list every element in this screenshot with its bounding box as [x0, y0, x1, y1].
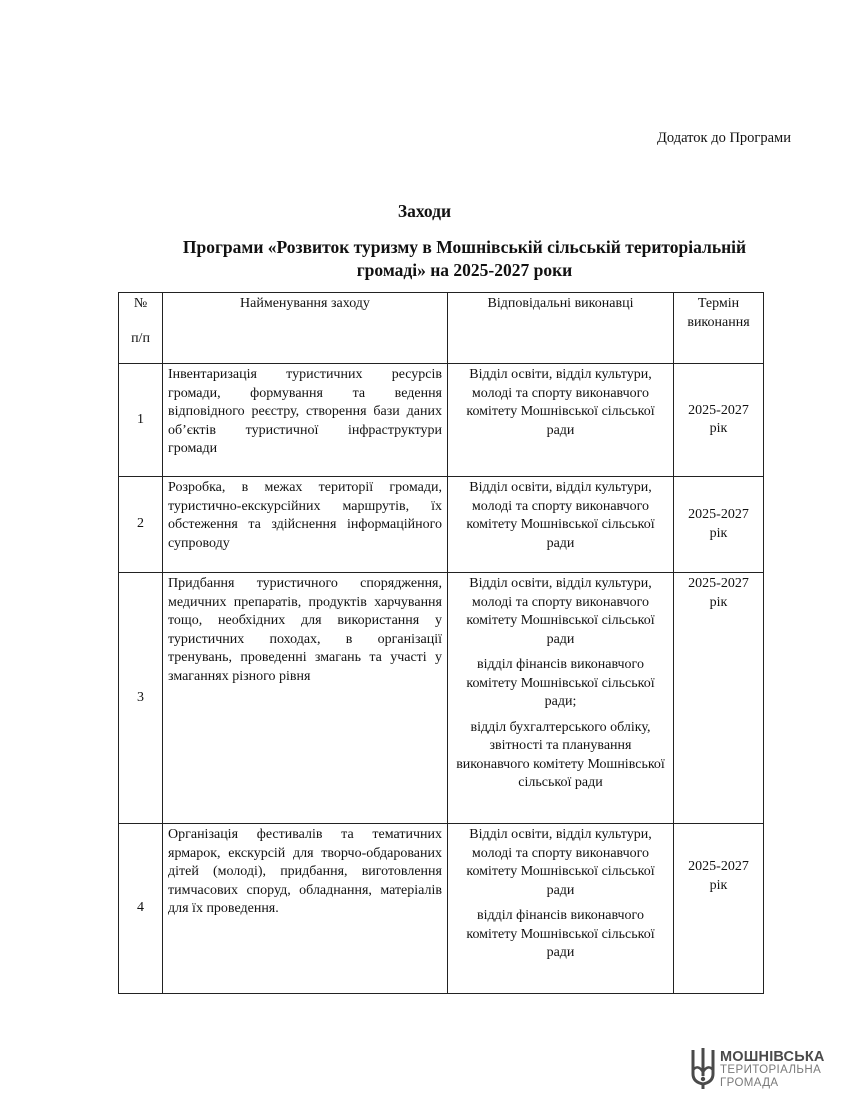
row-number: 1 — [119, 364, 163, 477]
subtitle-line-1: Програми «Розвиток туризму в Мошнівській сільській територіальній — [182, 237, 747, 257]
executor-entry: відділ фінансів виконавчого комітету Мошнівської сільської ради — [466, 908, 655, 960]
table-row — [119, 573, 764, 824]
row-number: 2 — [119, 477, 163, 573]
table-row — [119, 364, 764, 477]
executor-entry: відділ бухгалтерського обліку, звітності та планування виконавчого комітету Мошнівської сільської ради — [456, 719, 665, 790]
executor-entry: Відділ освіти, відділ культури, молоді та спорту виконавчого комітету Мошнівської сільської ради — [466, 576, 655, 647]
term-cell: 2025-2027 рік — [674, 477, 764, 573]
document-subtitle — [120, 236, 809, 282]
logo-line-1: МОШНІВСЬКА — [720, 1049, 825, 1065]
executors-cell — [448, 364, 674, 477]
measure-name: Інвентаризація туристичних ресурсів громади, формування та ведення відповідного реєстру, створення бази даних об’єктів туристичної інфраструктури громади — [163, 364, 448, 477]
executor-entry: відділ фінансів виконавчого комітету Мошнівської сільської ради; — [466, 657, 655, 709]
executor-entry: Відділ освіти, відділ культури, молоді та спорту виконавчого комітету Мошнівської сільської ради — [466, 367, 655, 438]
table-row — [119, 824, 764, 994]
measures-table — [118, 292, 764, 994]
term-cell: 2025-2027 рік — [674, 824, 764, 994]
table-row — [119, 477, 764, 573]
table-header-row — [119, 293, 764, 364]
annex-label: Додаток до Програми — [656, 130, 791, 146]
measure-name: Придбання туристичного спорядження, медичних препаратів, продуктів харчування тощо, необхідних для використання у туристичних походах, в організації тренувань, проведенні змагань та участі у змаганнях різного рівня — [163, 573, 448, 824]
row-number: 4 — [119, 824, 163, 994]
term-cell: 2025-2027 рік — [674, 364, 764, 477]
executors-cell — [448, 573, 674, 824]
executors-cell — [448, 824, 674, 994]
header-number-abbr: п/п — [131, 330, 150, 346]
header-number — [119, 293, 163, 364]
row-number: 3 — [119, 573, 163, 824]
header-number-sign: № — [133, 296, 148, 311]
trident-icon — [690, 1046, 716, 1095]
document-title: Заходи — [397, 201, 452, 221]
measure-name: Розробка, в межах території громади, туристично-екскурсійних маршрутів, їх обстеження та здійснення інформаційного супроводу — [163, 477, 448, 573]
community-logo — [690, 1046, 825, 1095]
executor-entry: Відділ освіти, відділ культури, молоді та спорту виконавчого комітету Мошнівської сільської ради — [466, 827, 655, 898]
executors-cell — [448, 477, 674, 573]
header-measure-name: Найменування заходу — [163, 293, 448, 364]
measure-name: Організація фестивалів та тематичних ярмарок, екскурсій для творчо-обдарованих дітей (молоді), придбання, виготовлення тимчасових споруд, обладнання, матеріалів для їх проведення. — [163, 824, 448, 994]
header-term: Термін виконання — [674, 293, 764, 364]
term-cell: 2025-2027 рік — [674, 573, 764, 824]
executor-entry: Відділ освіти, відділ культури, молоді та спорту виконавчого комітету Мошнівської сільської ради — [466, 480, 655, 551]
subtitle-line-2: громаді» на 2025-2027 роки — [356, 260, 573, 280]
header-executors: Відповідальні виконавці — [448, 293, 674, 364]
logo-line-3: ГРОМАДА — [720, 1077, 779, 1089]
logo-line-2: ТЕРИТОРІАЛЬНА — [720, 1064, 822, 1076]
